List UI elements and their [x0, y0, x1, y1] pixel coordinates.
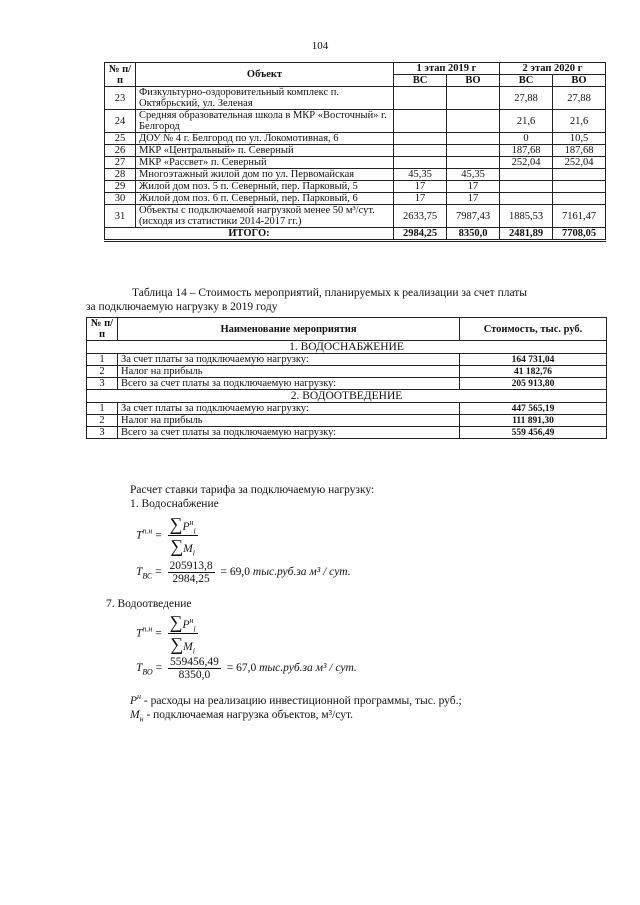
- f1-num: P: [182, 521, 190, 533]
- row-s1-vo: [447, 145, 500, 157]
- item-water-disposal: 7. Водоотведение: [106, 598, 192, 610]
- total-s2-vs: 2481,89: [500, 228, 553, 241]
- r2-result: = 67,0: [226, 662, 257, 675]
- col-stage1-vo-header: ВО: [447, 75, 500, 87]
- row-s2-vo: 27,88: [553, 87, 606, 110]
- row-s1-vs: 17: [394, 193, 447, 205]
- row-num: 3: [87, 427, 118, 439]
- col-stage2-header: 2 этап 2020 г: [500, 63, 606, 75]
- table-row: [105, 110, 606, 133]
- row-num: 30: [105, 193, 136, 205]
- r1-num: 205913,8: [169, 560, 213, 572]
- f1-num-sup: н: [189, 518, 194, 528]
- row-object: Жилой дом поз. 6 п. Северный, пер. Парковый, 6: [136, 193, 394, 205]
- row-cost: 111 891,30: [460, 415, 607, 427]
- table-row: [105, 145, 606, 157]
- row-s2-vs: 27,88: [500, 87, 553, 110]
- row-s1-vo: [447, 133, 500, 145]
- row-s1-vo: 45,35: [447, 169, 500, 181]
- r2-lhs: Т: [136, 662, 143, 675]
- total-s1-vo: 8350,0: [447, 228, 500, 241]
- row-s2-vo: 21,6: [553, 110, 606, 133]
- row-s2-vo: [553, 169, 606, 181]
- r1-den: 2984,25: [172, 573, 210, 585]
- row-s2-vs: [500, 193, 553, 205]
- row-object: Физкультурно-оздоровительный комплекс п. Октябрьский, ул. Зеленая: [136, 87, 394, 110]
- row-s2-vo: [553, 193, 606, 205]
- row-s1-vs: [394, 87, 447, 110]
- costs-table: [86, 317, 607, 439]
- row-s1-vs: [394, 145, 447, 157]
- row-s1-vs: [394, 157, 447, 169]
- table-row: [87, 427, 607, 439]
- row-s2-vs: 187,68: [500, 145, 553, 157]
- formula-result-supply: $Т_{ВС}$ = $\frac{205913,8}{2984,25}$ = 69,0 тыс.руб.за м³ / сут.: [136, 560, 351, 585]
- table-row: [105, 193, 606, 205]
- total-s2-vo: 7708,05: [553, 228, 606, 241]
- row-s1-vo: [447, 157, 500, 169]
- row-object: Объекты с подключаемой нагрузкой менее 50 м³/сут. (исходя из статистики 2014-2017 гг.): [136, 205, 394, 228]
- table-row: [105, 169, 606, 181]
- row-num: 31: [105, 205, 136, 228]
- table-row: [87, 366, 607, 378]
- def1-sup: н: [137, 692, 141, 701]
- formula-general-supply: $Т^{п.н}$ = $\frac{\sum P^н_i}{\sum M_i}$: [136, 514, 196, 558]
- row-s1-vo: 17: [447, 181, 500, 193]
- f2-num-sup: н: [189, 616, 194, 626]
- formula-general-disposal: $Т^{п.н}$ = $\frac{\sum P^н_i}{\sum M_i}$: [136, 612, 196, 656]
- f1-lhs: Т: [136, 529, 143, 542]
- row-s1-vo: 7987,43: [447, 205, 500, 228]
- def1-symbol: Р: [130, 694, 138, 707]
- def1-text: - расходы на реализацию инвестиционной программы, тыс. руб.;: [141, 694, 462, 707]
- row-s1-vs: [394, 133, 447, 145]
- table-row: [87, 415, 607, 427]
- row-s2-vs: 1885,53: [500, 205, 553, 228]
- objects-load-table: [104, 62, 606, 242]
- row-s2-vs: 21,6: [500, 110, 553, 133]
- r1-lhs: Т: [136, 566, 143, 579]
- row-s2-vo: 10,5: [553, 133, 606, 145]
- table-row: [105, 205, 606, 228]
- row-s2-vo: 187,68: [553, 145, 606, 157]
- r2-num: 559456,49: [169, 656, 219, 668]
- col-stage1-header: 1 этап 2019 г: [394, 63, 500, 75]
- col-num-header: № п/п: [87, 318, 118, 341]
- row-cost: 205 913,80: [460, 378, 607, 390]
- table-row: [87, 354, 607, 366]
- row-num: 29: [105, 181, 136, 193]
- r1-units: тыс.руб.за м³ / сут.: [252, 566, 351, 579]
- col-stage2-vs-header: ВС: [500, 75, 553, 87]
- row-object: МКР «Центральный» п. Северный: [136, 145, 394, 157]
- def2-text: - подключаемая нагрузка объектов, м³/сут.: [143, 709, 354, 721]
- row-s1-vs: 45,35: [394, 169, 447, 181]
- total-row: [105, 228, 606, 241]
- total-label: ИТОГО:: [105, 228, 394, 241]
- row-cost: 559 456,49: [460, 427, 607, 439]
- row-num: 24: [105, 110, 136, 133]
- table-row: [105, 157, 606, 169]
- row-name: Всего за счет платы за подключаемую нагрузку:: [118, 378, 460, 390]
- table-row: [87, 378, 607, 390]
- def2-symbol: М: [130, 709, 140, 721]
- row-s1-vs: 17: [394, 181, 447, 193]
- row-name: Всего за счет платы за подключаемую нагрузку:: [118, 427, 460, 439]
- f2-lhs-sup: п.н: [142, 624, 153, 634]
- col-object-header: Объект: [136, 63, 394, 87]
- r1-result: = 69,0: [220, 566, 251, 579]
- row-num: 3: [87, 378, 118, 390]
- formula-result-disposal: $Т_{ВО}$ = $\frac{559456,49}{8350,0}$ = 67,0 тыс.руб.за м³ / сут.: [136, 656, 357, 681]
- row-s1-vs: 2633,75: [394, 205, 447, 228]
- table-row: [105, 87, 606, 110]
- row-cost: 41 182,76: [460, 366, 607, 378]
- definition-load: [130, 709, 353, 723]
- section-water-supply: 1. ВОДОСНАБЖЕНИЕ: [87, 341, 607, 354]
- item-water-supply: 1. Водоснабжение: [130, 498, 219, 510]
- row-name: Налог на прибыль: [118, 366, 460, 378]
- f2-num-sub: i: [193, 624, 196, 634]
- row-num: 23: [105, 87, 136, 110]
- row-num: 28: [105, 169, 136, 181]
- row-cost: 164 731,04: [460, 354, 607, 366]
- f2-lhs: Т: [136, 627, 143, 640]
- def2-sub: н: [139, 714, 144, 724]
- section-water-disposal: 2. ВОДООТВЕДЕНИЕ: [87, 390, 607, 403]
- row-object: МКР «Рассвет» п. Северный: [136, 157, 394, 169]
- row-num: 27: [105, 157, 136, 169]
- row-s2-vs: [500, 181, 553, 193]
- row-num: 2: [87, 415, 118, 427]
- f1-num-sub: i: [193, 526, 196, 536]
- row-s1-vs: [394, 110, 447, 133]
- row-s1-vo: 17: [447, 193, 500, 205]
- f1-den-sub: i: [192, 548, 195, 558]
- row-object: Средняя образовательная школа в МКР «Восточный» г. Белгород: [136, 110, 394, 133]
- page-number: 104: [311, 40, 329, 52]
- table-row: [105, 133, 606, 145]
- row-name: За счет платы за подключаемую нагрузку:: [118, 403, 460, 415]
- row-s2-vs: 0: [500, 133, 553, 145]
- f2-den-sub: i: [192, 646, 195, 656]
- f2-den: M: [183, 641, 193, 654]
- r2-den: 8350,0: [178, 669, 211, 681]
- col-cost-header: Стоимость, тыс. руб.: [460, 318, 607, 341]
- row-s1-vo: [447, 110, 500, 133]
- row-object: ДОУ № 4 г. Белгород по ул. Локомотивная, 6: [136, 133, 394, 145]
- row-num: 26: [105, 145, 136, 157]
- table14-caption: [86, 286, 606, 314]
- row-s2-vs: 252,04: [500, 157, 553, 169]
- row-s2-vs: [500, 169, 553, 181]
- r2-units: тыс.руб.за м³ / сут.: [259, 662, 357, 675]
- row-name: Налог на прибыль: [118, 415, 460, 427]
- col-stage1-vs-header: ВС: [394, 75, 447, 87]
- row-cost: 447 565,19: [460, 403, 607, 415]
- definition-expenses: [130, 692, 462, 707]
- table-row: [87, 403, 607, 415]
- row-num: 25: [105, 133, 136, 145]
- total-s1-vs: 2984,25: [394, 228, 447, 241]
- row-name: За счет платы за подключаемую нагрузку:: [118, 354, 460, 366]
- table-row: [105, 181, 606, 193]
- caption-line2: за подключаемую нагрузку в 2019 году: [86, 301, 278, 313]
- row-num: 1: [87, 403, 118, 415]
- row-s2-vo: [553, 181, 606, 193]
- col-stage2-vo-header: ВО: [553, 75, 606, 87]
- col-num-header: № п/п: [105, 63, 136, 87]
- row-num: 2: [87, 366, 118, 378]
- f2-num: P: [182, 619, 190, 631]
- r2-lhs-sub: ВО: [142, 667, 153, 677]
- f1-den: M: [183, 543, 193, 556]
- calc-heading: Расчет ставки тарифа за подключаемую нагрузку:: [130, 484, 375, 496]
- row-s2-vo: 252,04: [553, 157, 606, 169]
- row-s2-vo: 7161,47: [553, 205, 606, 228]
- caption-line1: Таблица 14 – Стоимость мероприятий, планируемых к реализации за счет платы: [132, 287, 528, 299]
- col-name-header: Наименование мероприятия: [118, 318, 460, 341]
- row-object: Многоэтажный жилой дом по ул. Первомайская: [136, 169, 394, 181]
- row-num: 1: [87, 354, 118, 366]
- row-object: Жилой дом поз. 5 п. Северный, пер. Парковый, 5: [136, 181, 394, 193]
- row-s1-vo: [447, 87, 500, 110]
- r1-lhs-sub: ВС: [142, 571, 153, 581]
- f1-lhs-sup: п.н: [142, 526, 153, 536]
